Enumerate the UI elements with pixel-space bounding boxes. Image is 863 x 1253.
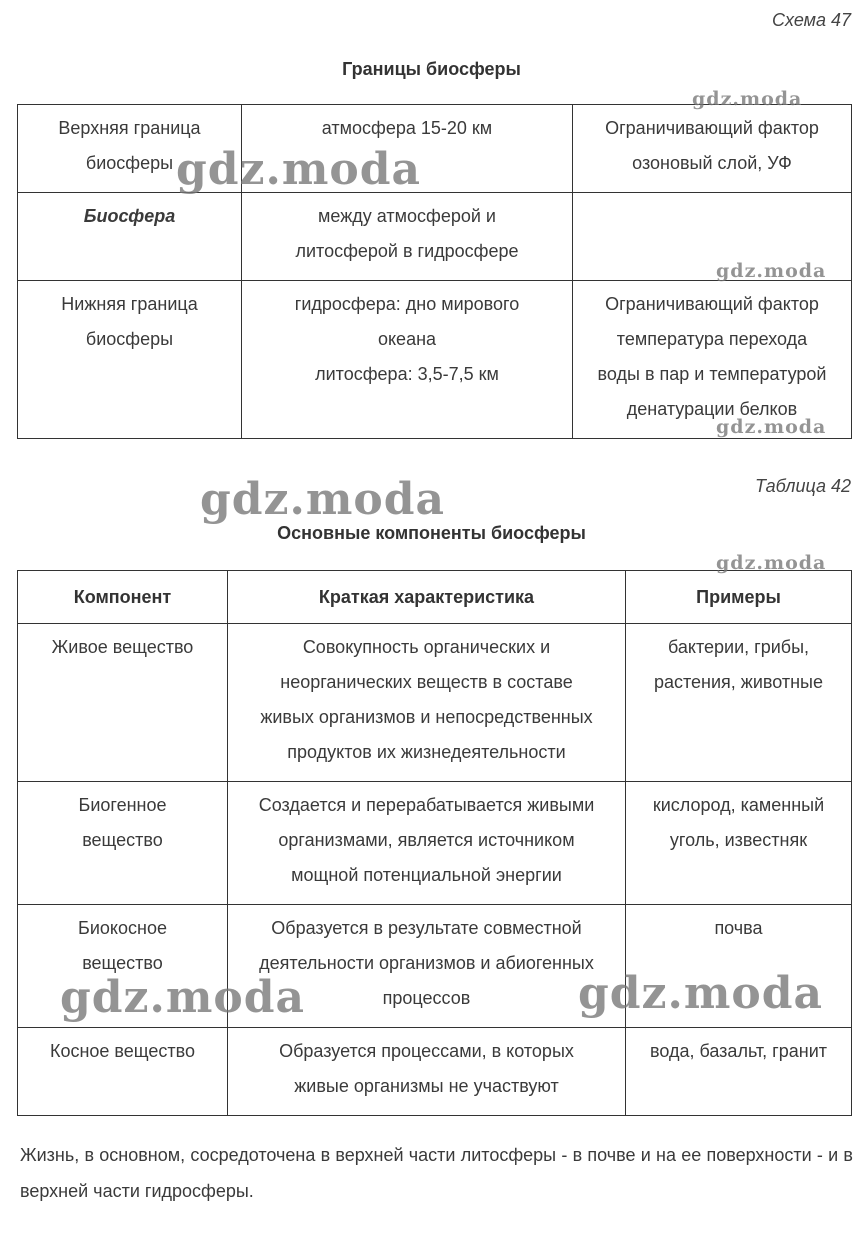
scheme-title: Границы биосферы xyxy=(342,59,521,79)
description-cell: Образуется процессами, в которых живые организмы не участвуют xyxy=(228,1028,626,1116)
scheme-label: Схема 47 xyxy=(772,10,851,30)
watermark: gdz.moda xyxy=(692,88,803,110)
component-cell: Косное вещество xyxy=(18,1028,228,1116)
table-label: Таблица 42 xyxy=(754,476,851,496)
watermark: gdz.moda xyxy=(200,474,446,525)
component-cell: Живое вещество xyxy=(18,624,228,782)
component-cell: Биогенное вещество xyxy=(18,782,228,905)
scheme-cell: между атмосферой и литосферой в гидросфере xyxy=(242,193,573,281)
footer-text: Жизнь, в основном, сосредоточена в верхней части литосферы - в почве и на ее поверхности - и в верхней части гидросферы. xyxy=(20,1145,853,1201)
column-header: Краткая характеристика xyxy=(228,571,626,624)
scheme-cell: гидросфера: дно мирового океана литосфера: 3,5-7,5 км xyxy=(242,281,573,439)
column-header: Примеры xyxy=(626,571,852,624)
description-cell: Создается и перерабатывается живыми организмами, является источником мощной потенциальной энергии xyxy=(228,782,626,905)
table-row xyxy=(18,1028,852,1116)
watermark: gdz.moda xyxy=(176,144,422,195)
watermark: gdz.moda xyxy=(716,260,827,282)
description-cell: Образуется в результате совместной деятельности организмов и абиогенных процессов xyxy=(228,905,626,1028)
component-cell: Биокосное вещество xyxy=(18,905,228,1028)
table-row xyxy=(18,782,852,905)
watermark: gdz.moda xyxy=(716,552,827,574)
watermark: gdz.moda xyxy=(60,972,306,1023)
scheme-cell: атмосфера 15-20 км xyxy=(242,105,573,193)
examples-cell: почва xyxy=(626,905,852,1028)
examples-cell: вода, базальт, гранит xyxy=(626,1028,852,1116)
scheme-cell: Нижняя граница биосферы xyxy=(18,281,242,439)
watermark: gdz.moda xyxy=(716,416,827,438)
scheme-cell: Ограничивающий фактор озоновый слой, УФ xyxy=(573,105,852,193)
watermark: gdz.moda xyxy=(578,968,824,1019)
scheme-cell: Ограничивающий фактор температура перехода воды в пар и температурой денатурации белков xyxy=(573,281,852,439)
table-row xyxy=(18,281,852,439)
scheme-cell: Биосфера xyxy=(18,193,242,281)
table-row xyxy=(18,105,852,193)
table-row xyxy=(18,624,852,782)
description-cell: Совокупность органических и неорганических веществ в составе живых организмов и непосредственных продуктов их жизнедеятельности xyxy=(228,624,626,782)
examples-cell: бактерии, грибы, растения, животные xyxy=(626,624,852,782)
column-header: Компонент xyxy=(18,571,228,624)
table-header-row xyxy=(18,571,852,624)
table-title: Основные компоненты биосферы xyxy=(277,523,586,543)
scheme-cell: Верхняя граница биосферы xyxy=(18,105,242,193)
examples-cell: кислород, каменный уголь, известняк xyxy=(626,782,852,905)
components-table xyxy=(17,570,852,1116)
